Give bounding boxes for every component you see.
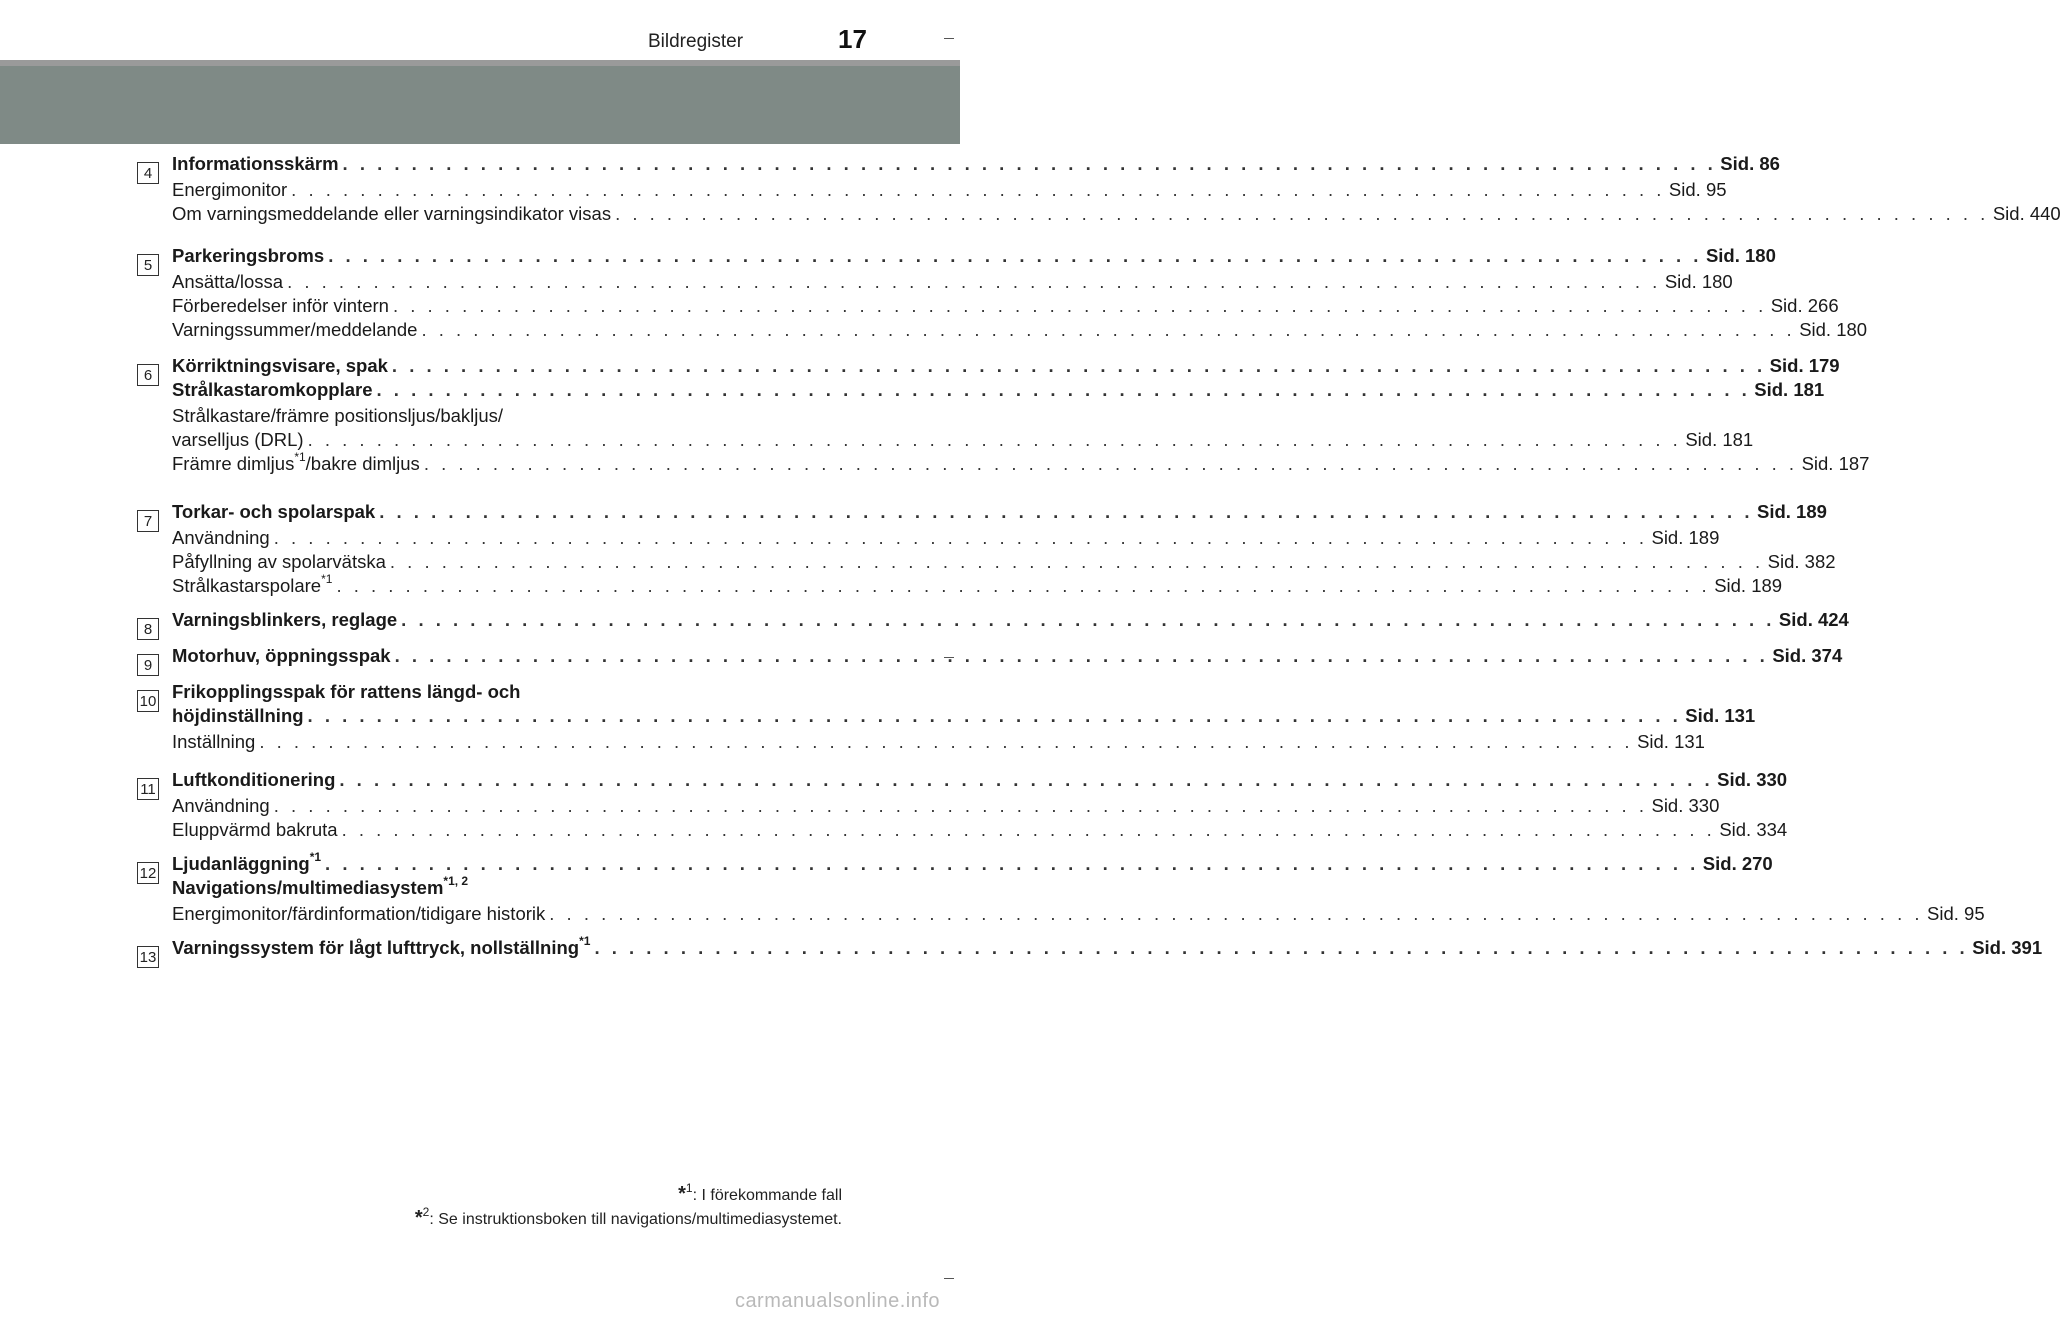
index-subentry[interactable]: [172, 730, 1705, 754]
leader-dots: . . . . . . . . . . . . . . . . . . . . . . . . . . . . . . . . . . . . . . . . . . . . . . . . . . . . . . . . . . . . . . . . . . . . . . . . . . . . . . . .: [273, 795, 1648, 816]
entry-label: [172, 818, 338, 842]
entry-label: [172, 202, 611, 226]
index-subentry[interactable]: [172, 902, 1985, 926]
entry-text: /bakre dimljus: [305, 453, 420, 474]
page-reference: Sid. 180: [1705, 245, 1776, 266]
page-reference: Sid. 391: [1972, 937, 2043, 958]
entry-text: Eluppvärmd bakruta: [172, 819, 338, 840]
index-subentry[interactable]: [172, 178, 1727, 202]
page-top: [0, 0, 960, 60]
entry-text: Om varningsmeddelande eller varningsindikator visas: [172, 203, 612, 224]
index-entry[interactable]: [172, 500, 1827, 524]
entry-text: Inställning: [172, 731, 256, 752]
page-reference: Sid. 187: [1801, 453, 1870, 474]
index-subentry[interactable]: [172, 526, 1720, 550]
entry-text: Energimonitor: [172, 179, 288, 200]
index-entry[interactable]: [172, 849, 1773, 876]
leader-dots: . . . . . . . . . . . . . . . . . . . . . . . . . . . . . . . . . . . . . . . . . . . . . . . . . . . . . . . . . . . . . . . . . . . . . . . . . . . . . . . .: [307, 429, 1682, 450]
entry-label: [172, 294, 389, 318]
leader-dots: . . . . . . . . . . . . . . . . . . . . . . . . . . . . . . . . . . . . . . . . . . . . . . . . . . . . . . . . . . . . . . . . . . . . . . . . . . . . . . . .: [339, 769, 1714, 790]
index-entry[interactable]: [172, 704, 1756, 728]
page-reference: Sid. 179: [1769, 355, 1840, 376]
page-reference: Sid. 131: [1637, 731, 1705, 752]
leader-dots: . . . . . . . . . . . . . . . . . . . . . . . . . . . . . . . . . . . . . . . . . . . . . . . . . . . . . . . . . . . . . . . . . . . . . . . . . . . . . . . .: [401, 609, 1775, 630]
entry-label: [172, 873, 469, 898]
section-number: 12: [137, 862, 159, 884]
index-entry[interactable]: [172, 152, 1780, 176]
leader-dots: . . . . . . . . . . . . . . . . . . . . . . . . . . . . . . . . . . . . . . . . . . . . . . . . . . . . . . . . . . . . . . . . . . . . . . . . . . . . . . . .: [421, 319, 1796, 340]
page-reference: Sid. 181: [1685, 429, 1754, 450]
entry-label: [172, 768, 335, 792]
leader-dots: . . . . . . . . . . . . . . . . . . . . . . . . . . . . . . . . . . . . . . . . . . . . . . . . . . . . . . . . . . . . . . . . . . . . . . . . . . . . . . . .: [342, 153, 1717, 174]
leader-dots: . . . . . . . . . . . . . . . . . . . . . . . . . . . . . . . . . . . . . . . . . . . . . . . . . . . . . . . . . . . . . . . . . . . . . . . . . . . . . . . .: [259, 731, 1634, 752]
entry-label: [172, 526, 270, 550]
entry-label: [172, 318, 417, 342]
page-reference: Sid. 330: [1717, 769, 1788, 790]
section-number: 10: [137, 690, 159, 712]
entry-text: Energimonitor/färdinformation/tidigare historik: [172, 903, 546, 924]
footnotes: [414, 1180, 842, 1231]
index-subentry[interactable]: [172, 571, 1783, 598]
page-reference: Sid. 181: [1754, 379, 1825, 400]
index-entry[interactable]: [172, 354, 1840, 378]
footnote-number: 2: [422, 1204, 430, 1219]
entry-text: varselljus (DRL): [172, 429, 304, 450]
index-section: [0, 644, 1843, 674]
section-number: 4: [137, 162, 159, 184]
watermark: carmanualsonline.info: [734, 1290, 940, 1312]
footnote-text: : I förekommande fall: [692, 1187, 842, 1204]
entry-text: Motorhuv, öppningsspak: [172, 645, 391, 666]
leader-dots: . . . . . . . . . . . . . . . . . . . . . . . . . . . . . . . . . . . . . . . . . . . . . . . . . . . . . . . . . . . . . . . . . . . . . . . . . . . . . . . .: [291, 179, 1665, 200]
index-entry[interactable]: [172, 608, 1849, 632]
leader-dots: . . . . . . . . . . . . . . . . . . . . . . . . . . . . . . . . . . . . . . . . . . . . . . . . . . . . . . . . . . . . . . . . . . . . . . . . . . . . . . . .: [389, 551, 1764, 572]
section-number: 8: [137, 618, 159, 640]
leader-dots: . . . . . . . . . . . . . . . . . . . . . . . . . . . . . . . . . . . . . . . . . . . . . . . . . . . . . . . . . . . . . . . . . . . . . . . . . . . . . . . .: [392, 295, 1767, 316]
entry-label: [172, 405, 503, 426]
index-section: [0, 244, 1868, 342]
leader-dots: . . . . . . . . . . . . . . . . . . . . . . . . . . . . . . . . . . . . . . . . . . . . . . . . . . . . . . . . . . . . . . . . . . . . . . . . . . . . . . . .: [379, 501, 1753, 522]
index-section: [0, 680, 1756, 754]
footnote: [414, 1204, 842, 1231]
entry-label: [172, 681, 520, 702]
page-reference: Sid. 95: [1927, 903, 1985, 924]
index-subentry[interactable]: [172, 202, 2061, 226]
leader-dots: . . . . . . . . . . . . . . . . . . . . . . . . . . . . . . . . . . . . . . . . . . . . . . . . . . . . . . . . . . . . . . . . . . . . . . . . . . . . . . . .: [328, 245, 1702, 266]
index-section: [0, 608, 1849, 638]
entry-label: [172, 730, 255, 754]
page-reference: Sid. 424: [1778, 609, 1849, 630]
leader-dots: . . . . . . . . . . . . . . . . . . . . . . . . . . . . . . . . . . . . . . . . . . . . . . . . . . . . . . . . . . . . . . . . . . . . . . . . . . . . . . . .: [273, 527, 1648, 548]
page-reference: Sid. 266: [1770, 295, 1839, 316]
footnote-marker: *1: [309, 849, 322, 864]
page-reference: Sid. 189: [1756, 501, 1827, 522]
page-reference: Sid. 189: [1714, 575, 1783, 596]
page-reference: Sid. 131: [1685, 705, 1756, 726]
page-reference: Sid. 180: [1799, 319, 1868, 340]
entry-label: [172, 704, 304, 728]
section-number: 13: [137, 946, 159, 968]
index-section: [0, 152, 2061, 226]
entry-text: Användning: [172, 527, 270, 548]
crop-mark: [944, 1278, 954, 1279]
index-entry[interactable]: [172, 873, 804, 900]
leader-dots: . . . . . . . . . . . . . . . . . . . . . . . . . . . . . . . . . . . . . . . . . . . . . . . . . . . . . . . . . . . . . . . . . . . . . . . . . . . . . . . .: [423, 453, 1798, 474]
section-number: 9: [137, 654, 159, 676]
index-subentry[interactable]: [172, 428, 1754, 452]
entry-label: [172, 178, 287, 202]
footnote-star: *: [414, 1207, 423, 1229]
section-number: 6: [137, 364, 159, 386]
entry-label: [172, 500, 375, 524]
footnote-number: 1: [685, 1180, 693, 1195]
footnote: [415, 1180, 842, 1207]
leader-dots: . . . . . . . . . . . . . . . . . . . . . . . . . . . . . . . . . . . . . . . . . . . . . . . . . . . . . . . . . . . . . . . . . . . . . . . . . . . . . . . .: [549, 903, 1924, 924]
index-section: [0, 500, 1836, 598]
entry-text: Strålkastaromkopplare: [172, 379, 373, 400]
index-section: [0, 768, 1788, 842]
page-reference: Sid. 330: [1651, 795, 1720, 816]
entry-label: [172, 244, 324, 268]
section-number: 11: [137, 778, 159, 800]
leader-dots: . . . . . . . . . . . . . . . . . . . . . . . . . . . . . . . . . . . . . . . . . . . . . . . . . . . . . . . . . . . . . . . . . . . . . . . . . . . . . . . .: [615, 203, 1989, 224]
entry-text: Frikopplingsspak för rattens längd- och: [172, 681, 521, 702]
entry-label: [172, 449, 420, 476]
entry-label: [172, 550, 386, 574]
index-subentry[interactable]: [172, 318, 1868, 342]
entry-text: Varningssystem för lågt lufttryck, nollställning: [172, 937, 580, 958]
entry-label: [172, 571, 333, 598]
section-number: 5: [137, 254, 159, 276]
entry-label: [172, 644, 391, 668]
index-section: [0, 354, 1870, 476]
page-reference: Sid. 86: [1720, 153, 1780, 174]
leader-dots: . . . . . . . . . . . . . . . . . . . . . . . . . . . . . . . . . . . . . . . . . . . . . . . . . . . . . . . . . . . . . . . . . . . . . . . . . . . . . . . .: [341, 819, 1716, 840]
page-number: 17: [838, 24, 867, 54]
page-reference: Sid. 189: [1651, 527, 1720, 548]
index-entry[interactable]: [172, 644, 1843, 668]
entry-label: [172, 849, 322, 876]
entry-text: Ansätta/lossa: [172, 271, 284, 292]
entry-text: Parkeringsbroms: [172, 245, 325, 266]
entry-text: Strålkastarspolare: [172, 575, 322, 596]
crop-mark: [944, 38, 954, 39]
entry-text: Användning: [172, 795, 270, 816]
leader-dots: . . . . . . . . . . . . . . . . . . . . . . . . . . . . . . . . . . . . . . . . . . . . . . . . . . . . . . . . . . . . . . . . . . . . . . . . . . . . . . . .: [336, 575, 1711, 596]
entry-text: Luftkonditionering: [172, 769, 336, 790]
entry-text: Körriktningsvisare, spak: [172, 355, 388, 376]
header-title: Bildregister: [648, 31, 744, 52]
leader-dots: . . . . . . . . . . . . . . . . . . . . . . . . . . . . . . . . . . . . . . . . . . . . . . . . . . . . . . . . . . . . . . . . . . . . . . . . . . . . . . . .: [376, 379, 1751, 400]
entry-text: Ljudanläggning: [172, 853, 310, 874]
leader-dots: . . . . . . . . . . . . . . . . . . . . . . . . . . . . . . . . . . . . . . . . . . . . . . . . . . . . . . . . . . . . . . . . . . . . . . . . . . . . . . . .: [594, 937, 1969, 958]
index-subentry[interactable]: [172, 449, 1870, 476]
index-subentry[interactable]: [172, 294, 1839, 318]
page-reference: Sid. 374: [1772, 645, 1843, 666]
index-entry[interactable]: [172, 933, 2043, 960]
entry-label: [172, 378, 373, 402]
page-reference: Sid. 334: [1719, 819, 1788, 840]
index-subentry[interactable]: [172, 818, 1788, 842]
entry-text: Strålkastare/främre positionsljus/bakljus/: [172, 405, 504, 426]
entry-text: Informationsskärm: [172, 153, 339, 174]
footnote-marker: *1: [321, 571, 333, 586]
index-entry[interactable]: [172, 768, 1788, 792]
entry-text: Påfyllning av spolarvätska: [172, 551, 386, 572]
index-entry[interactable]: [172, 378, 1825, 402]
entry-text: Varningsblinkers, reglage: [172, 609, 398, 630]
entry-label: [172, 152, 339, 176]
index-section: [0, 849, 1985, 926]
header-block: [0, 66, 960, 144]
page-reference: Sid. 95: [1668, 179, 1727, 200]
index-section: [0, 933, 2043, 966]
entry-text: Förberedelser inför vintern: [172, 295, 389, 316]
leader-dots: . . . . . . . . . . . . . . . . . . . . . . . . . . . . . . . . . . . . . . . . . . . . . . . . . . . . . . . . . . . . . . . . . . . . . . . . . . . . . . . .: [307, 705, 1682, 726]
entry-text: Främre dimljus: [172, 453, 295, 474]
index-subentry[interactable]: [172, 794, 1720, 818]
index-subentry[interactable]: [172, 550, 1836, 574]
entry-label: [172, 794, 270, 818]
footnote-marker: *1: [294, 449, 306, 464]
entry-label: [172, 354, 388, 378]
page-reference: Sid. 382: [1767, 551, 1836, 572]
entry-text: Navigations/multimediasystem: [172, 877, 444, 898]
page-reference: Sid. 440: [1992, 203, 2061, 224]
leader-dots: . . . . . . . . . . . . . . . . . . . . . . . . . . . . . . . . . . . . . . . . . . . . . . . . . . . . . . . . . . . . . . . . . . . . . . . . . . . . . . . .: [325, 853, 1699, 874]
footnote-text: : Se instruktionsboken till navigations/multimediasystemet.: [429, 1211, 842, 1228]
footnote-marker: *1: [579, 933, 591, 948]
leader-dots: . . . . . . . . . . . . . . . . . . . . . . . . . . . . . . . . . . . . . . . . . . . . . . . . . . . . . . . . . . . . . . . . . . . . . . . . . . . . . . . .: [394, 645, 1769, 666]
entry-label: [172, 902, 545, 926]
index-subentry[interactable]: [172, 270, 1733, 294]
page-reference: Sid. 180: [1664, 271, 1733, 292]
entry-label: [172, 933, 591, 960]
footnote-star: *: [678, 1183, 686, 1205]
entry-label: [172, 428, 304, 452]
footnote-marker: *1, 2: [443, 873, 469, 888]
leader-dots: . . . . . . . . . . . . . . . . . . . . . . . . . . . . . . . . . . . . . . . . . . . . . . . . . . . . . . . . . . . . . . . . . . . . . . . . . . . . . . . .: [287, 271, 1661, 292]
entry-text: Torkar- och spolarspak: [172, 501, 376, 522]
index-entry[interactable]: [172, 680, 804, 704]
leader-dots: . . . . . . . . . . . . . . . . . . . . . . . . . . . . . . . . . . . . . . . . . . . . . . . . . . . . . . . . . . . . . . . . . . . . . . . . . . . . . . . .: [391, 355, 1766, 376]
page-reference: Sid. 270: [1702, 853, 1773, 874]
entry-text: höjdinställning: [172, 705, 304, 726]
entry-label: [172, 608, 397, 632]
section-number: 7: [137, 510, 159, 532]
entry-text: Varningssummer/meddelande: [172, 319, 418, 340]
index-entry[interactable]: [172, 244, 1776, 268]
entry-label: [172, 270, 283, 294]
index-subentry[interactable]: [172, 404, 804, 428]
